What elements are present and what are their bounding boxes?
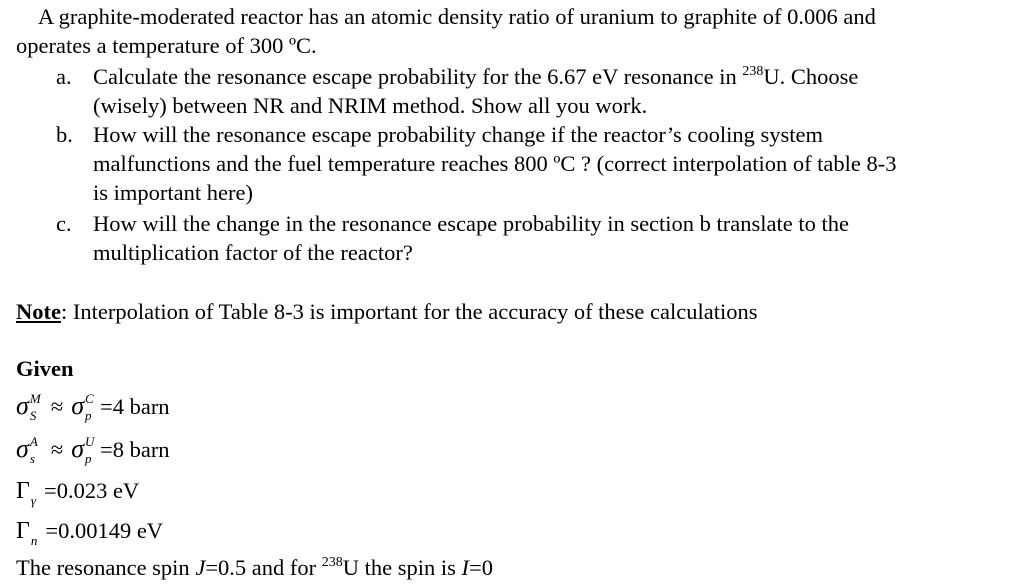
item-b-line-1: How will the resonance escape probability change if the reactor’s cooling system [93,122,823,147]
note-label: Note [16,299,61,324]
sigma-symbol: σ [16,434,29,463]
approx-symbol: ≈ [50,437,64,462]
equation-gamma-width [16,478,140,508]
equation-rhs: =0.023 eV [44,478,140,503]
spin-statement: The resonance spin J=0.5 and for $^{238}$U the spin is I=0 [16,555,493,580]
item-a-text-pre: Calculate the resonance escape probability for the 6.67 eV resonance in [93,64,743,89]
intro-line-1: A graphite-moderated reactor has an atomic density ratio of uranium to graphite of 0.006 and [38,4,876,29]
item-a-label: a. [56,64,72,89]
sup-sub-pair: C p [85,390,94,423]
item-b-label: b. [56,122,73,147]
approx-symbol: ≈ [50,394,64,419]
equation-neutron-width [16,518,164,548]
spin-J-symbol: J [195,555,206,580]
item-a-line-2: (wisely) between NR and NRIM method. Show all you work. [93,93,648,118]
sup-sub-pair: M S [29,390,41,423]
note [16,301,758,324]
equation-sigma-scattering-moderator [16,390,170,423]
item-a-text-post: U. Choose [763,64,859,89]
note-text: : Interpolation of Table 8-3 is important for the accuracy of these calculations [60,299,758,324]
item-b-line-2: malfunctions and the fuel temperature reaches 800 ºC ? (correct interpolation of table 8-3 [93,151,897,176]
sup-sub-pair: U p [85,433,95,466]
item-c-line-2: multiplication factor of the reactor? [93,240,413,265]
item-a-line-1 [93,66,858,89]
item-c-line-1: How will the change in the resonance escape probability in section b translate to the [93,211,850,236]
equation-sigma-scattering-absorber [16,433,170,466]
equation-rhs: =4 barn [100,394,170,419]
sigma-symbol: σ [71,434,85,463]
gamma-subscript: γ [30,493,36,508]
sigma-symbol: σ [16,391,29,420]
item-b-line-3: is important here) [93,180,253,205]
equation-rhs: =8 barn [100,437,170,462]
gamma-subscript: n [30,533,38,548]
gamma-symbol: Γ [16,518,30,544]
equation-rhs: =0.00149 eV [45,518,164,543]
sigma-symbol: σ [71,391,85,420]
sup-sub-pair: A s [29,433,38,466]
given-heading: Given [16,356,74,381]
gamma-symbol: Γ [16,478,30,504]
spin-I-symbol: I [461,555,469,580]
intro-line-2: operates a temperature of 300 ºC. [16,33,317,58]
isotope-mass: 238 [742,64,764,79]
isotope-mass: 238 [321,555,343,570]
item-c-label: c. [56,211,72,236]
